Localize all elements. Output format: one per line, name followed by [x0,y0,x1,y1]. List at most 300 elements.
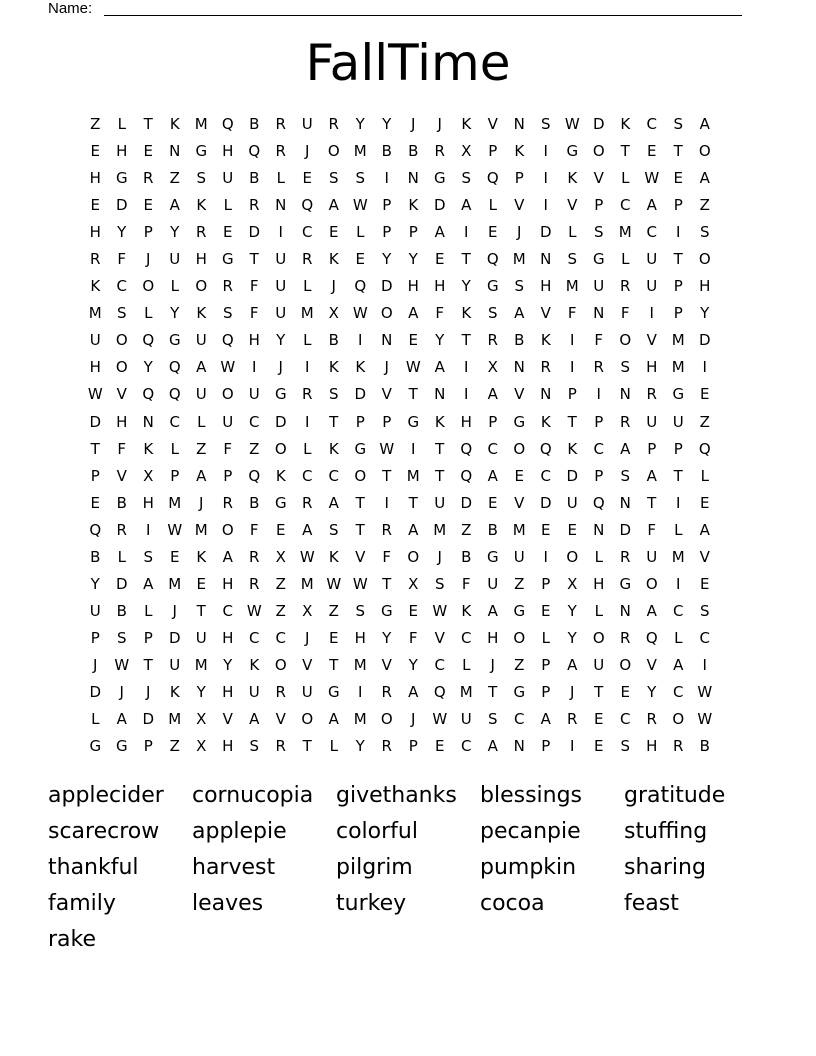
grid-letter[interactable]: Q [645,628,658,647]
grid-letter[interactable]: J [305,142,310,161]
grid-letter[interactable]: I [464,358,469,377]
grid-letter[interactable]: C [620,196,631,215]
grid-letter[interactable]: V [302,655,313,674]
grid-letter[interactable]: T [382,466,392,485]
grid-letter[interactable]: R [620,547,631,566]
grid-letter[interactable]: F [249,304,259,323]
grid-letter[interactable]: Z [196,439,207,458]
grid-letter[interactable]: R [673,737,684,756]
grid-letter[interactable]: K [461,304,472,323]
grid-letter[interactable]: V [381,655,392,674]
grid-letter[interactable]: R [620,277,631,296]
grid-letter[interactable]: P [541,737,551,756]
grid-letter[interactable]: U [593,277,605,296]
grid-letter[interactable]: I [358,331,363,350]
grid-letter[interactable]: R [381,737,392,756]
grid-letter[interactable]: M [88,304,102,323]
grid-letter[interactable]: K [328,358,339,377]
grid-letter[interactable]: V [646,331,657,350]
grid-letter[interactable]: B [249,493,260,512]
grid-letter[interactable]: J [437,115,442,134]
grid-letter[interactable]: D [142,710,155,729]
grid-letter[interactable]: W [87,385,103,404]
grid-letter[interactable]: I [146,520,151,539]
grid-letter[interactable]: N [513,358,525,377]
name-line[interactable] [104,15,742,16]
grid-letter[interactable]: R [381,520,392,539]
grid-letter[interactable]: C [673,601,684,620]
grid-letter[interactable]: G [513,683,526,701]
grid-letter[interactable]: B [461,547,472,566]
grid-letter[interactable]: C [434,655,445,674]
grid-letter[interactable]: S [699,601,710,620]
grid-letter[interactable]: V [434,628,445,647]
grid-letter[interactable]: C [514,710,525,729]
grid-letter[interactable]: H [407,277,419,296]
grid-letter[interactable]: Q [221,115,234,134]
grid-letter[interactable]: Q [168,358,181,377]
grid-letter[interactable]: V [699,547,710,566]
grid-letter[interactable]: M [512,520,526,539]
grid-letter[interactable]: N [540,385,552,404]
grid-letter[interactable]: R [143,169,154,188]
grid-letter[interactable]: B [116,601,127,620]
grid-letter[interactable]: U [646,250,658,269]
grid-letter[interactable]: R [302,493,313,512]
grid-letter[interactable]: A [699,169,710,188]
grid-letter[interactable]: B [90,547,101,566]
grid-letter[interactable]: X [302,601,313,620]
grid-letter[interactable]: P [673,196,683,215]
grid-letter[interactable]: V [222,710,233,729]
grid-letter[interactable]: U [222,169,234,188]
grid-letter[interactable]: O [645,574,658,593]
grid-letter[interactable]: U [301,683,313,701]
grid-letter[interactable]: L [303,331,312,350]
grid-letter[interactable]: P [408,223,418,242]
grid-letter[interactable]: S [143,547,154,566]
grid-letter[interactable]: A [487,601,498,620]
grid-letter[interactable]: I [570,737,575,756]
grid-letter[interactable]: A [116,710,127,729]
grid-letter[interactable]: D [274,412,287,431]
grid-letter[interactable]: A [487,466,498,485]
grid-letter[interactable]: G [486,277,499,296]
grid-letter[interactable]: D [248,223,261,242]
grid-letter[interactable]: W [352,196,368,215]
grid-letter[interactable]: A [328,710,339,729]
grid-letter[interactable]: Q [698,439,711,458]
grid-letter[interactable]: F [594,331,604,350]
grid-letter[interactable]: I [464,385,469,404]
grid-letter[interactable]: Q [539,439,552,458]
grid-letter[interactable]: R [249,196,260,215]
grid-letter[interactable]: T [488,683,498,701]
grid-letter[interactable]: G [566,142,579,161]
grid-letter[interactable]: M [194,115,208,134]
grid-letter[interactable]: M [168,493,182,512]
grid-letter[interactable]: S [699,223,710,242]
grid-letter[interactable]: G [407,412,420,431]
grid-letter[interactable]: I [543,142,548,161]
grid-letter[interactable]: R [249,574,260,593]
grid-letter[interactable]: N [593,520,605,539]
grid-letter[interactable]: L [594,601,603,620]
grid-letter[interactable]: Q [301,196,314,215]
grid-letter[interactable]: T [673,466,683,485]
grid-letter[interactable]: Y [647,683,657,701]
grid-letter[interactable]: T [143,655,153,674]
grid-letter[interactable]: T [382,574,392,593]
grid-letter[interactable]: G [486,547,499,566]
grid-letter[interactable]: C [593,439,604,458]
grid-letter[interactable]: D [433,196,446,215]
grid-letter[interactable]: V [275,710,286,729]
grid-letter[interactable]: K [620,115,631,134]
grid-letter[interactable]: K [169,683,180,701]
grid-letter[interactable]: L [197,412,206,431]
grid-letter[interactable]: E [673,169,683,188]
grid-letter[interactable]: G [592,250,605,269]
grid-letter[interactable]: U [487,574,499,593]
grid-letter[interactable]: X [196,737,207,756]
grid-letter[interactable]: R [328,115,339,134]
grid-letter[interactable]: V [487,115,498,134]
grid-letter[interactable]: H [354,628,366,647]
grid-letter[interactable]: A [646,466,657,485]
grid-letter[interactable]: G [89,737,102,756]
grid-letter[interactable]: L [170,439,179,458]
grid-letter[interactable]: Y [90,574,100,593]
grid-letter[interactable]: J [172,601,177,620]
grid-letter[interactable]: T [196,601,206,620]
grid-letter[interactable]: A [487,737,498,756]
grid-letter[interactable]: W [246,601,262,620]
grid-letter[interactable]: P [673,277,683,296]
grid-letter[interactable]: Q [89,520,102,539]
grid-letter[interactable]: P [90,466,100,485]
grid-letter[interactable]: Y [170,223,180,242]
grid-letter[interactable]: U [646,412,658,431]
grid-letter[interactable]: P [143,628,153,647]
grid-letter[interactable]: P [143,737,153,756]
grid-letter[interactable]: R [275,142,286,161]
grid-letter[interactable]: R [381,683,392,701]
grid-letter[interactable]: Z [328,601,339,620]
grid-letter[interactable]: N [619,493,631,512]
grid-letter[interactable]: X [487,358,498,377]
grid-letter[interactable]: Z [699,196,710,215]
grid-letter[interactable]: M [671,547,685,566]
grid-letter[interactable]: P [673,439,683,458]
grid-letter[interactable]: H [248,331,260,350]
grid-letter[interactable]: O [301,710,314,729]
grid-letter[interactable]: U [195,628,207,647]
grid-letter[interactable]: S [487,710,498,729]
grid-letter[interactable]: P [382,223,392,242]
grid-letter[interactable]: K [355,358,366,377]
grid-letter[interactable]: H [89,223,101,242]
grid-letter[interactable]: K [328,439,339,458]
grid-letter[interactable]: E [488,223,498,242]
grid-letter[interactable]: K [328,547,339,566]
grid-letter[interactable]: C [646,115,657,134]
grid-letter[interactable]: R [196,223,207,242]
grid-letter[interactable]: D [592,115,605,134]
grid-letter[interactable]: B [381,142,392,161]
grid-letter[interactable]: D [539,493,552,512]
grid-letter[interactable]: L [276,169,285,188]
grid-letter[interactable]: K [461,601,472,620]
grid-letter[interactable]: W [299,547,315,566]
grid-letter[interactable]: U [222,412,234,431]
grid-letter[interactable]: W [167,520,183,539]
grid-letter[interactable]: Y [700,304,710,323]
grid-letter[interactable]: C [620,710,631,729]
grid-letter[interactable]: P [514,169,524,188]
grid-letter[interactable]: U [195,385,207,404]
grid-letter[interactable]: W [326,574,342,593]
grid-letter[interactable]: Y [143,358,153,377]
grid-letter[interactable]: G [195,142,208,161]
grid-letter[interactable]: U [301,115,313,134]
grid-letter[interactable]: T [329,655,339,674]
grid-letter[interactable]: P [170,466,180,485]
grid-letter[interactable]: M [353,710,367,729]
grid-letter[interactable]: K [567,169,578,188]
grid-letter[interactable]: V [567,196,578,215]
grid-letter[interactable]: P [541,683,551,701]
grid-letter[interactable]: V [593,169,604,188]
grid-letter[interactable]: V [540,304,551,323]
grid-letter[interactable]: O [274,439,287,458]
grid-letter[interactable]: S [461,169,472,188]
grid-letter[interactable]: W [379,439,395,458]
grid-letter[interactable]: P [355,412,365,431]
grid-letter[interactable]: G [115,737,128,756]
grid-letter[interactable]: E [355,250,365,269]
grid-letter[interactable]: W [405,358,421,377]
grid-letter[interactable]: O [672,710,685,729]
grid-letter[interactable]: Z [275,601,286,620]
grid-letter[interactable]: D [698,331,711,350]
grid-letter[interactable]: E [541,601,551,620]
grid-letter[interactable]: A [620,439,631,458]
grid-letter[interactable]: K [328,250,339,269]
grid-letter[interactable]: K [434,412,445,431]
grid-letter[interactable]: E [514,466,524,485]
grid-letter[interactable]: R [593,358,604,377]
grid-letter[interactable]: K [196,196,207,215]
grid-letter[interactable]: O [195,277,208,296]
grid-letter[interactable]: O [221,520,234,539]
grid-letter[interactable]: G [513,601,526,620]
grid-letter[interactable]: A [699,115,710,134]
grid-letter[interactable]: C [249,628,260,647]
grid-letter[interactable]: Q [168,385,181,404]
grid-letter[interactable]: R [249,547,260,566]
grid-letter[interactable]: J [146,683,151,701]
grid-letter[interactable]: Z [461,520,472,539]
grid-letter[interactable]: T [249,250,259,269]
grid-letter[interactable]: Y [355,115,365,134]
grid-letter[interactable]: J [570,683,575,701]
grid-letter[interactable]: K [540,412,551,431]
grid-letter[interactable]: J [437,547,442,566]
grid-letter[interactable]: R [275,737,286,756]
grid-letter[interactable]: H [646,737,658,756]
grid-letter[interactable]: F [647,520,657,539]
grid-letter[interactable]: B [249,169,260,188]
grid-letter[interactable]: C [487,439,498,458]
grid-letter[interactable]: R [275,683,286,701]
grid-letter[interactable]: G [513,412,526,431]
grid-letter[interactable]: R [222,493,233,512]
grid-letter[interactable]: J [411,115,416,134]
grid-letter[interactable]: I [649,304,654,323]
grid-letter[interactable]: O [592,142,605,161]
grid-letter[interactable]: C [461,628,472,647]
grid-letter[interactable]: V [116,466,127,485]
grid-letter[interactable]: L [674,628,683,647]
grid-letter[interactable]: A [673,655,684,674]
grid-letter[interactable]: E [143,196,153,215]
grid-letter[interactable]: J [119,683,124,701]
grid-letter[interactable]: I [305,412,310,431]
grid-letter[interactable]: Q [354,277,367,296]
grid-letter[interactable]: M [459,683,473,701]
grid-letter[interactable]: H [222,574,234,593]
grid-letter[interactable]: N [513,737,525,756]
grid-letter[interactable]: U [89,601,101,620]
grid-letter[interactable]: P [223,466,233,485]
grid-letter[interactable]: H [222,142,234,161]
grid-letter[interactable]: C [116,277,127,296]
grid-letter[interactable]: I [570,331,575,350]
grid-letter[interactable]: P [594,196,604,215]
grid-letter[interactable]: D [115,196,128,215]
grid-letter[interactable]: E [329,223,339,242]
grid-letter[interactable]: J [517,223,522,242]
grid-letter[interactable]: O [619,331,632,350]
grid-letter[interactable]: S [434,574,445,593]
grid-letter[interactable]: M [168,710,182,729]
grid-letter[interactable]: N [619,601,631,620]
grid-letter[interactable]: T [329,412,339,431]
grid-letter[interactable]: E [620,683,630,701]
grid-letter[interactable]: R [620,628,631,647]
grid-letter[interactable]: D [566,466,579,485]
grid-letter[interactable]: R [487,331,498,350]
grid-letter[interactable]: C [222,601,233,620]
grid-letter[interactable]: K [196,304,207,323]
grid-letter[interactable]: R [620,412,631,431]
grid-letter[interactable]: E [435,737,445,756]
grid-letter[interactable]: H [195,250,207,269]
grid-letter[interactable]: Q [142,385,155,404]
grid-letter[interactable]: O [380,304,393,323]
grid-letter[interactable]: Q [248,466,261,485]
grid-letter[interactable]: O [221,385,234,404]
grid-letter[interactable]: U [646,547,658,566]
grid-letter[interactable]: P [647,439,657,458]
grid-letter[interactable]: O [274,655,287,674]
grid-letter[interactable]: B [328,331,339,350]
grid-letter[interactable]: I [543,169,548,188]
grid-letter[interactable]: C [646,223,657,242]
grid-letter[interactable]: Q [248,142,261,161]
grid-letter[interactable]: P [541,655,551,674]
grid-letter[interactable]: E [90,142,100,161]
grid-letter[interactable]: M [353,142,367,161]
grid-letter[interactable]: J [331,277,336,296]
grid-letter[interactable]: N [619,385,631,404]
grid-letter[interactable]: X [567,574,578,593]
grid-letter[interactable]: K [143,439,154,458]
grid-letter[interactable]: M [300,304,314,323]
grid-letter[interactable]: M [353,655,367,674]
grid-letter[interactable]: Y [223,655,233,674]
grid-letter[interactable]: W [352,304,368,323]
grid-letter[interactable]: Z [699,412,710,431]
grid-letter[interactable]: I [305,358,310,377]
grid-letter[interactable]: D [89,683,102,701]
grid-letter[interactable]: S [620,737,631,756]
grid-letter[interactable]: S [514,277,525,296]
grid-letter[interactable]: E [700,574,710,593]
grid-letter[interactable]: U [672,412,684,431]
grid-letter[interactable]: V [514,385,525,404]
grid-letter[interactable]: D [460,493,473,512]
grid-letter[interactable]: Q [486,250,499,269]
grid-letter[interactable]: P [408,737,418,756]
grid-letter[interactable]: A [408,520,419,539]
grid-letter[interactable]: S [355,601,366,620]
grid-letter[interactable]: T [355,520,365,539]
grid-letter[interactable]: H [116,142,128,161]
grid-letter[interactable]: W [697,683,713,701]
grid-letter[interactable]: J [146,250,151,269]
grid-letter[interactable]: V [514,493,525,512]
grid-letter[interactable]: O [407,547,420,566]
grid-letter[interactable]: H [89,169,101,188]
grid-letter[interactable]: L [329,737,338,756]
grid-letter[interactable]: Y [567,628,577,647]
grid-letter[interactable]: K [169,115,180,134]
grid-letter[interactable]: T [435,439,445,458]
grid-letter[interactable]: G [168,331,181,350]
grid-letter[interactable]: I [278,223,283,242]
grid-letter[interactable]: L [117,547,126,566]
grid-letter[interactable]: T [567,412,577,431]
grid-letter[interactable]: Y [408,250,418,269]
grid-letter[interactable]: N [169,142,181,161]
grid-letter[interactable]: O [619,655,632,674]
grid-letter[interactable]: A [646,196,657,215]
grid-letter[interactable]: O [592,628,605,647]
grid-letter[interactable]: Y [196,683,206,701]
grid-letter[interactable]: O [513,439,526,458]
grid-letter[interactable]: T [302,737,312,756]
grid-letter[interactable]: X [143,466,154,485]
grid-letter[interactable]: L [144,304,153,323]
grid-letter[interactable]: Z [169,737,180,756]
grid-letter[interactable]: F [382,547,392,566]
grid-letter[interactable]: F [249,277,259,296]
grid-letter[interactable]: W [220,358,236,377]
grid-letter[interactable]: E [223,223,233,242]
grid-letter[interactable]: H [142,493,154,512]
